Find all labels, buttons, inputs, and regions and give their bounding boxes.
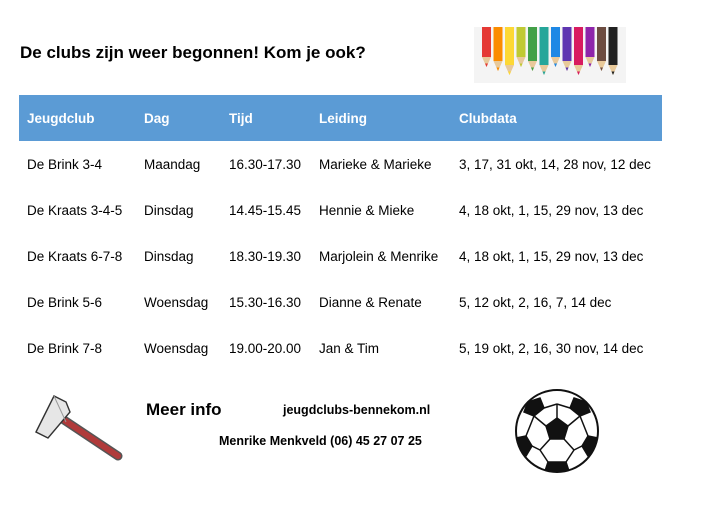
- pencil-body: [505, 27, 514, 65]
- cell-dag: Woensdag: [144, 294, 209, 310]
- contact-info: Menrike Menkveld (06) 45 27 07 25: [219, 434, 422, 448]
- table-row: [19, 325, 662, 371]
- header-jeugdclub: Jeugdclub: [19, 95, 136, 141]
- pencil-body: [482, 27, 491, 57]
- website-link[interactable]: jeugdclubs-bennekom.nl: [283, 403, 431, 417]
- pencil-body: [517, 27, 526, 57]
- header-leiding: Leiding: [311, 95, 451, 141]
- more-info-label: Meer info: [146, 400, 222, 419]
- pencil-body: [494, 27, 503, 61]
- cell-tijd: 19.00-20.00: [229, 340, 302, 356]
- header-tijd: Tijd: [221, 95, 311, 141]
- cell-clubdata: 4, 18 okt, 1, 15, 29 nov, 13 dec: [459, 202, 644, 218]
- pencil-body: [540, 27, 549, 65]
- cell-tijd: 15.30-16.30: [229, 294, 302, 310]
- cell-leiding: Hennie & Mieke: [319, 202, 415, 218]
- cell-jeugdclub: De Kraats 6-7-8: [27, 248, 123, 264]
- cell-clubdata: 5, 12 okt, 2, 16, 7, 14 dec: [459, 294, 612, 310]
- cell-tijd: 16.30-17.30: [229, 156, 302, 172]
- table-row: [19, 233, 662, 279]
- cell-jeugdclub: De Kraats 3-4-5: [27, 202, 123, 218]
- cell-jeugdclub: De Brink 5-6: [27, 294, 103, 310]
- cell-clubdata: 5, 19 okt, 2, 16, 30 nov, 14 dec: [459, 340, 644, 356]
- pencil-body: [551, 27, 560, 57]
- cell-jeugdclub: De Brink 7-8: [27, 340, 103, 356]
- soccer-ball-icon: [514, 388, 600, 474]
- header-clubdata: Clubdata: [451, 95, 662, 141]
- table-row: [19, 187, 662, 233]
- hammer-icon: [30, 392, 126, 462]
- cell-clubdata: 4, 18 okt, 1, 15, 29 nov, 13 dec: [459, 248, 644, 264]
- colored-pencils-icon: [474, 27, 626, 83]
- pencil-body: [574, 27, 583, 65]
- cell-leiding: Marieke & Marieke: [319, 156, 432, 172]
- cell-tijd: 18.30-19.30: [229, 248, 302, 264]
- page-headline: De clubs zijn weer begonnen! Kom je ook?: [20, 43, 366, 62]
- cell-jeugdclub: De Brink 3-4: [27, 156, 103, 172]
- pencil-body: [597, 27, 606, 61]
- cell-clubdata: 3, 17, 31 okt, 14, 28 nov, 12 dec: [459, 156, 651, 172]
- pencil-body: [563, 27, 572, 61]
- table-header-row: [19, 95, 662, 141]
- cell-leiding: Marjolein & Menrike: [319, 248, 439, 264]
- pencil-body: [528, 27, 537, 61]
- pencil-body: [586, 27, 595, 57]
- cell-dag: Maandag: [144, 156, 201, 172]
- cell-tijd: 14.45-15.45: [229, 202, 302, 218]
- clubs-table: [19, 95, 662, 371]
- table-row: [19, 279, 662, 325]
- cell-leiding: Jan & Tim: [319, 340, 380, 356]
- header-dag: Dag: [136, 95, 221, 141]
- cell-dag: Dinsdag: [144, 248, 194, 264]
- pencil-body: [609, 27, 618, 65]
- cell-leiding: Dianne & Renate: [319, 294, 422, 310]
- table-row: [19, 141, 662, 187]
- cell-dag: Woensdag: [144, 340, 209, 356]
- cell-dag: Dinsdag: [144, 202, 194, 218]
